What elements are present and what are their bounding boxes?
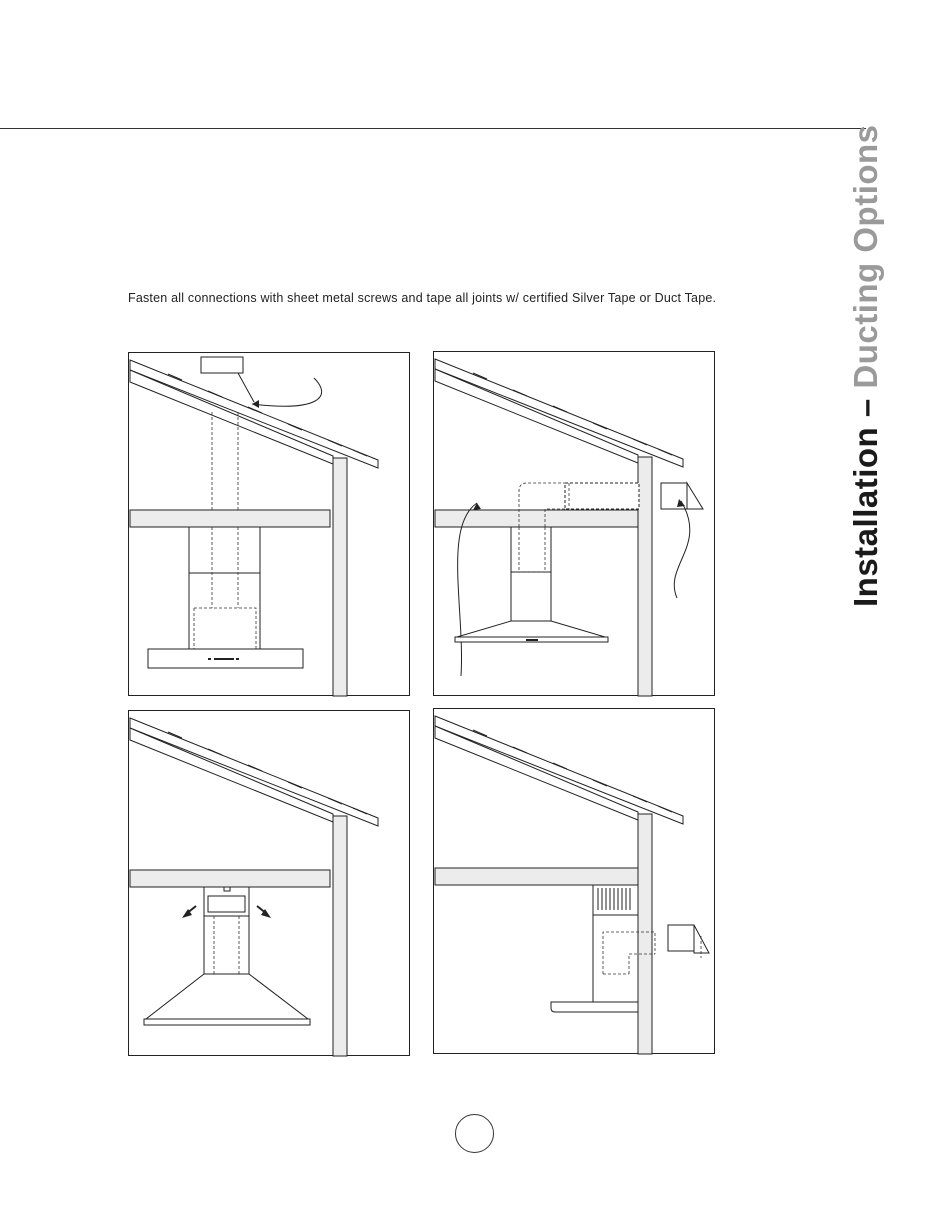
wall-vent-duct-diagram (433, 351, 716, 698)
instruction-text: Fasten all connections with sheet metal screws and tape all joints w/ certified Silver Tape or Duct Tape. (128, 291, 717, 305)
recirculation-diagram (128, 710, 411, 1058)
page-number-badge (455, 1114, 494, 1153)
page-title (849, 124, 882, 607)
roof-vent-duct-diagram (128, 352, 411, 698)
wall-mount-vent-diagram (433, 708, 716, 1056)
page-title-main: Installation – (847, 398, 884, 607)
page-title-sub: Ducting Options (847, 124, 884, 389)
header-rule (0, 128, 866, 129)
